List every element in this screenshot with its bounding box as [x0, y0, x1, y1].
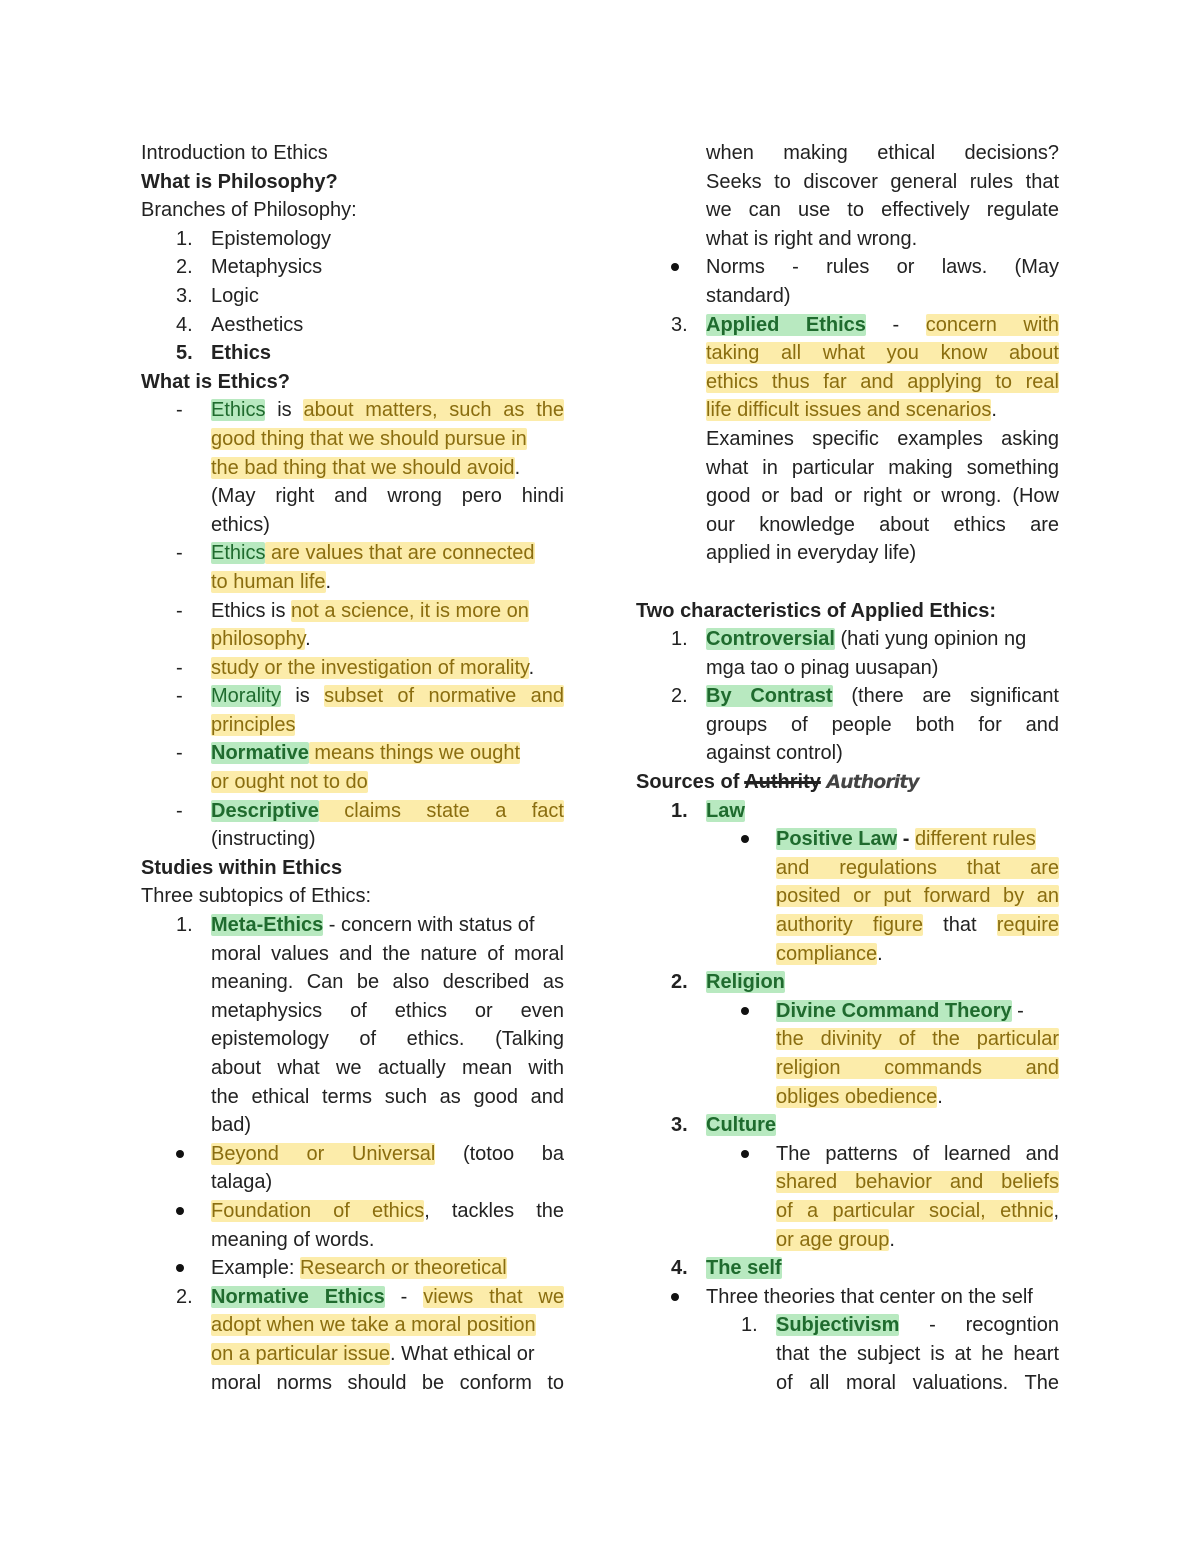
list-item: 1. Epistemology: [176, 227, 332, 250]
list-item: - Descriptive claims state a fact: [176, 799, 564, 822]
heading-sources: Sources of Authrity Authority: [636, 771, 919, 794]
list-item-cont: the bad thing that we should avoid.: [211, 456, 521, 479]
bullet-dot-icon: [176, 1207, 184, 1215]
branches-heading: Branches of Philosophy:: [141, 199, 357, 222]
bullet-item-cont: standard): [706, 284, 791, 307]
list-item-cont: life difficult issues and scenarios.: [706, 399, 997, 422]
list-item-cont: we can use to effectively regulate: [706, 199, 1059, 222]
bullet-item-cont: shared behavior and beliefs: [776, 1171, 1059, 1194]
list-item-cont: (May right and wrong pero hindi: [211, 485, 564, 508]
bullet-item: Divine Command Theory -: [636, 997, 1059, 1026]
heading-what-is-ethics: What is Ethics?: [141, 370, 290, 393]
heading-applied-characteristics: Two characteristics of Applied Ethics:: [636, 599, 997, 622]
list-item: 2. Religion: [671, 971, 785, 994]
list-item-cont: or ought not to do: [211, 771, 368, 794]
bullet-item: Example: Research or theoretical: [141, 1254, 564, 1283]
list-item-cont: adopt when we take a moral position: [211, 1314, 536, 1337]
list-item: 3. Culture: [671, 1114, 776, 1137]
right-column: [636, 139, 1059, 1397]
list-item-cont: against control): [706, 742, 843, 765]
list-item-cont: the ethical terms such as good and: [211, 1085, 564, 1108]
list-item-cont: mga tao o pinag uusapan): [706, 656, 939, 679]
list-item: - Ethics is not a science, it is more on: [176, 599, 529, 622]
list-item-cont: when making ethical decisions?: [706, 142, 1059, 164]
list-item: - Ethics is about matters, such as the: [176, 399, 564, 422]
heading-studies: Studies within Ethics: [141, 856, 343, 879]
list-item-cont: epistemology of ethics. (Talking: [211, 1028, 564, 1051]
list-item-cont: our knowledge about ethics are: [706, 513, 1059, 536]
list-item-cont: moral values and the nature of moral: [211, 942, 564, 965]
bullet-dot-icon: [671, 1293, 679, 1301]
bullet-item-cont: meaning of words.: [211, 1228, 375, 1251]
bullet-item-cont: obliges obedience.: [776, 1085, 943, 1108]
left-column: [141, 139, 564, 1397]
bullet-item-cont: and regulations that are: [776, 856, 1059, 879]
list-item-cont: ethics thus far and applying to real: [706, 370, 1059, 393]
list-item-cont: that the subject is at he heart: [776, 1342, 1059, 1365]
bullet-dot-icon: [671, 263, 679, 271]
list-item-cont: groups of people both for and: [706, 713, 1059, 736]
list-item: 2. By Contrast (there are significant: [671, 685, 1059, 708]
list-item-cont: metaphysics of ethics or even: [211, 999, 564, 1022]
list-item-cont: good thing that we should pursue in: [211, 427, 527, 450]
list-item-cont: to human life.: [211, 570, 332, 593]
studies-subheading: Three subtopics of Ethics:: [141, 885, 372, 908]
bullet-item: Positive Law - different rules: [636, 825, 1059, 854]
list-item-cont: (instructing): [211, 828, 316, 851]
list-item: 4. The self: [671, 1257, 782, 1280]
bullet-dot-icon: [741, 1150, 749, 1158]
list-item-cont: on a particular issue. What ethical or: [211, 1342, 535, 1365]
list-item: 1. Law: [671, 799, 745, 822]
bullet-item: The patterns of learned and: [636, 1140, 1059, 1169]
list-item: 2. Normative Ethics - views that we: [176, 1285, 564, 1308]
list-item: 4. Aesthetics: [176, 313, 304, 336]
bullet-dot-icon: [741, 835, 749, 843]
bullet-item: Norms - rules or laws. (May: [636, 253, 1059, 282]
list-item-cont: philosophy.: [211, 628, 311, 651]
list-item: - Normative means things we ought: [176, 742, 521, 765]
bullet-item: Beyond or Universal (totoo ba: [141, 1140, 564, 1169]
bullet-item-cont: compliance.: [776, 942, 883, 965]
bullet-item: Three theories that center on the self: [636, 1283, 1059, 1312]
list-item-cont: Examines specific examples asking: [706, 427, 1059, 450]
heading-what-is-philosophy: What is Philosophy?: [141, 170, 338, 193]
bullet-dot-icon: [176, 1150, 184, 1158]
list-item-cont: bad): [211, 1114, 252, 1137]
list-item-cont: about what we actually mean with: [211, 1057, 564, 1079]
list-item-cont: what is right and wrong.: [706, 227, 918, 250]
list-item-cont: what in particular making something: [706, 456, 1059, 479]
list-item: 3. Applied Ethics - concern with: [671, 313, 1060, 336]
list-item-cont: moral norms should be conform to: [211, 1371, 564, 1394]
list-item: 1. Controversial (hati yung opinion ng: [671, 628, 1027, 651]
list-item-cont: good or bad or right or wrong. (How: [706, 485, 1059, 508]
bullet-item-cont: religion commands and: [776, 1057, 1059, 1079]
list-item: - study or the investigation of morality.: [176, 656, 535, 679]
list-item-cont: ethics): [211, 513, 270, 536]
list-item: 3. Logic: [176, 284, 259, 307]
list-item-cont: taking all what you know about: [706, 342, 1059, 365]
list-item-cont: of all moral valuations. The: [776, 1371, 1059, 1394]
doc-title: Introduction to Ethics: [141, 142, 328, 164]
bullet-item-cont: the divinity of the particular: [776, 1028, 1059, 1051]
bullet-item-cont: authority figure that require: [776, 914, 1059, 937]
bullet-dot-icon: [741, 1007, 749, 1015]
list-item: 2. Metaphysics: [176, 256, 323, 279]
list-item-cont: principles: [211, 713, 296, 736]
list-item: 1. Meta-Ethics - concern with status of: [176, 914, 535, 937]
bullet-item-cont: of a particular social, ethnic,: [776, 1199, 1059, 1222]
bullet-item: Foundation of ethics, tackles the: [141, 1197, 564, 1226]
list-item-cont: applied in everyday life): [706, 542, 917, 565]
bullet-item-cont: talaga): [211, 1171, 273, 1194]
list-item: - Ethics are values that are connected: [176, 542, 535, 565]
bullet-item-cont: or age group.: [776, 1228, 895, 1251]
list-item: - Morality is subset of normative and: [176, 685, 564, 708]
list-item: 5. Ethics: [176, 342, 272, 365]
bullet-item-cont: posited or put forward by an: [776, 885, 1059, 908]
handwritten-correction: Authority: [826, 771, 919, 794]
list-item: 1. Subjectivism - recogntion: [741, 1314, 1059, 1337]
bullet-dot-icon: [176, 1264, 184, 1272]
list-item-cont: Seeks to discover general rules that: [706, 170, 1059, 193]
spacer: [636, 568, 1059, 597]
list-item-cont: meaning. Can be also described as: [211, 971, 564, 994]
